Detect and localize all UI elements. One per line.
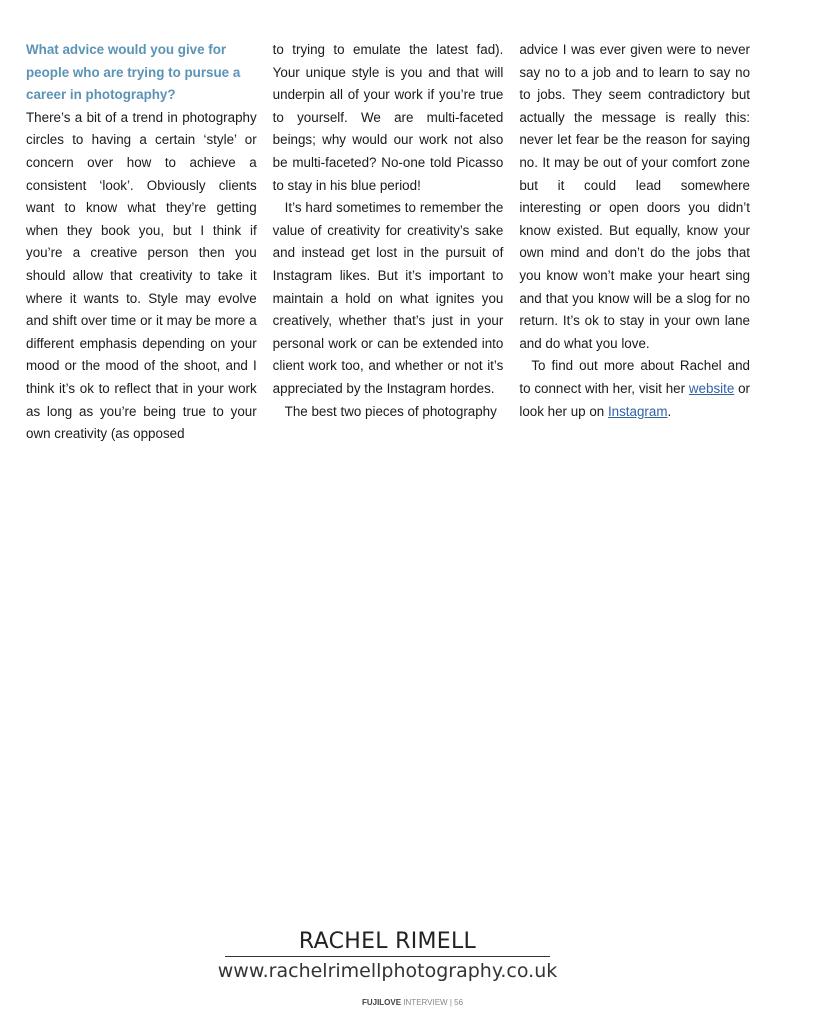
photographer-name: RACHEL RIMELL: [298, 929, 477, 954]
footer-divider: [225, 956, 550, 957]
website-link[interactable]: website: [688, 380, 735, 396]
answer-paragraph: There’s a bit of a trend in photography circles to having a certain ‘style’ or concern over how to achieve a consistent ‘look’. Obviously clients want to know what they’re getting when they book you, but I think if you’re a creative person then you should allow that creativity to take it where it wants to. Style may evolve and shift over time or it may be more a different emphasis depending on your mood or the mood of the shoot, and I think it’s ok to reflect that in your work as long as you’re being true to your own creativity (as opposed: [26, 109, 257, 442]
question-heading: What advice would you give for people who are trying to pursue a career in photography?: [26, 42, 241, 103]
answer-paragraph-continued: advice I was ever given were to never say no to a job and to learn to say no to jobs. They seem contradictory but actually the message is really this: never let fear be the reason for saying no. It may be out of your comfort zone but it could lead somewhere interesting or open doors you didn’t know existed. But equally, know your own mind and don’t do the jobs that you know won’t make your heart sing and that you know will be a slog for no return. It’s ok to stay in your own lane and do what you love.: [519, 42, 751, 351]
instagram-link[interactable]: Instagram: [607, 403, 668, 419]
folio-section: INTERVIEW | 56: [401, 998, 464, 1007]
answer-paragraph: It’s hard sometimes to remember the value of creativity for creativity’s sake and instead get lost in the pursuit of Instagram likes. But it’s important to maintain a hold on what ignites you creatively, whether that’s just in your personal work or can be extended into client work too, and whether or not it’s appreciated by the Instagram hordes.: [272, 200, 504, 396]
article-columns: [26, 39, 750, 446]
closing-paragraph: [519, 355, 750, 423]
closing-text-mid: or look her up on: [519, 380, 751, 419]
answer-paragraph-continued: to trying to emulate the latest fad). Your unique style is you and that will underpin all of your work if you’re true to yourself. We are multi-faceted beings; why would our work not also be multi-faceted? No-one told Picasso to stay in his blue period!: [272, 42, 504, 193]
article-column-1: [26, 39, 257, 446]
page-folio: [0, 997, 825, 1009]
folio-brand: FUJILOVE: [361, 998, 402, 1007]
article-column-2: [273, 39, 504, 446]
answer-paragraph: The best two pieces of photography: [284, 403, 497, 419]
article-column-3: [519, 39, 750, 446]
photographer-url: www.rachelrimellphotography.co.uk: [217, 960, 558, 982]
closing-text-end: .: [667, 403, 672, 419]
closing-text-start: To find out more about Rachel and to connect with her, visit her: [519, 358, 751, 396]
